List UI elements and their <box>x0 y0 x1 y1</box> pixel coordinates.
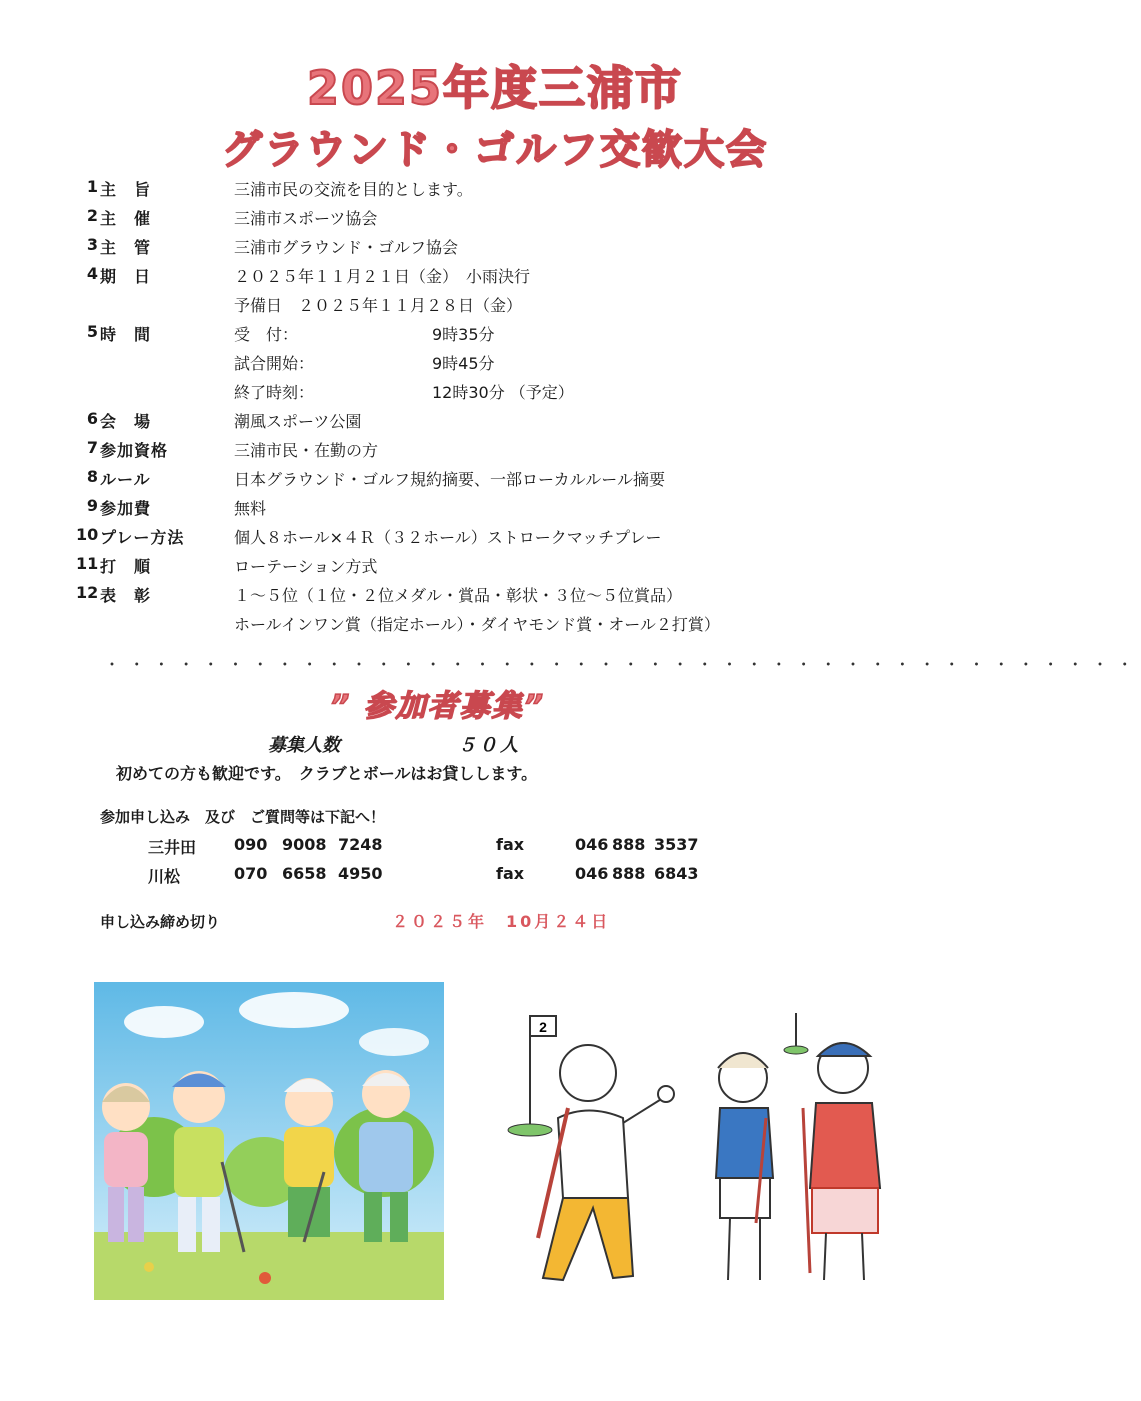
item-label: ルール <box>100 470 151 489</box>
cloud <box>359 1028 429 1056</box>
item-number: 11 <box>76 554 99 573</box>
item-number: 9 <box>86 496 98 515</box>
item-label: 会 場 <box>100 412 152 431</box>
item-value: 無料 <box>234 499 267 518</box>
item-number: 7 <box>86 438 98 457</box>
item-value: 三浦市グラウンド・ゴルフ協会 <box>234 238 459 257</box>
players-line-drawing <box>498 1008 898 1293</box>
time-value: 9時35分 <box>432 325 495 344</box>
time-label: 受 付： <box>234 325 299 344</box>
item-value: ホールインワン賞（指定ホール）・ダイヤモンド賞・オール２打賞） <box>234 615 720 634</box>
woman-player <box>716 1053 773 1280</box>
man-with-club <box>538 1045 674 1280</box>
ground-golf-players-illustration <box>94 982 444 1300</box>
item-value: 三浦市スポーツ協会 <box>234 209 378 228</box>
item-label: 主 管 <box>100 238 152 257</box>
recruit-count-label: 募集人数 <box>268 735 340 756</box>
item-value: 潮風スポーツ公園 <box>234 412 362 431</box>
item-number: 3 <box>86 235 98 254</box>
item-label: 参加費 <box>100 499 152 518</box>
item-value: 個人８ホール×４Ｒ（３２ホール）ストロークマッチプレー <box>234 528 662 547</box>
svg-text:2: 2 <box>539 1019 547 1035</box>
deadline-date: ２０２５年 10月２４日 <box>392 912 611 931</box>
contact-name: 三井田 <box>148 838 197 857</box>
time-value: 12時30分 （予定） <box>432 383 574 402</box>
time-label: 試合開始： <box>234 354 315 373</box>
recruit-count: ５０人 <box>458 735 521 756</box>
item-number: 1 <box>86 177 98 196</box>
item-number: 8 <box>86 467 98 486</box>
item-value: １～５位（１位・２位メダル・賞品・彰状・３位～５位賞品） <box>234 586 683 605</box>
item-label: 表 彰 <box>100 586 152 605</box>
cloud <box>124 1006 204 1038</box>
contact-phone-part: 4950 <box>338 864 383 883</box>
item-label: 時 間 <box>100 325 152 344</box>
contact-fax-part: 046 <box>575 864 609 883</box>
contact-fax-part: 3537 <box>654 835 699 854</box>
man-player <box>803 1043 880 1280</box>
fax-label: fax <box>496 864 525 883</box>
hole-flag-left <box>508 1016 556 1136</box>
contact-fax-part: 888 <box>612 835 646 854</box>
welcome-text: 初めての方も歓迎です。 クラブとボールはお貸しします。 <box>116 764 538 783</box>
title-line-1: 2025年度三浦市 <box>306 61 684 115</box>
item-label: 参加資格 <box>100 441 169 460</box>
hole-flag-right <box>784 1013 808 1054</box>
item-number: 4 <box>86 264 98 283</box>
item-number: 12 <box>76 583 99 602</box>
item-number: 2 <box>86 206 98 225</box>
contact-phone-part: 9008 <box>282 835 327 854</box>
contact-fax-part: 6843 <box>654 864 699 883</box>
contact-fax-part: 046 <box>575 835 609 854</box>
item-label: 打 順 <box>100 557 152 576</box>
contact-phone-part: 070 <box>234 864 268 883</box>
item-value: 日本グラウンド・ゴルフ規約摘要、一部ローカルルール摘要 <box>234 470 665 489</box>
item-value: ２０２５年１１月２１日（金） 小雨決行 <box>234 267 531 286</box>
contact-phone-part: 6658 <box>282 864 327 883</box>
item-value: ローテーション方式 <box>234 557 378 576</box>
contact-heading: 参加申し込み 及び ご質問等は下記へ！ <box>100 808 386 826</box>
cloud <box>239 992 349 1028</box>
fax-label: fax <box>496 835 525 854</box>
ball <box>259 1272 271 1284</box>
item-label: 期 日 <box>100 267 152 286</box>
time-value: 9時45分 <box>432 354 495 373</box>
item-label: 主 催 <box>100 209 152 228</box>
recruit-heading: ” 参加者募集” <box>330 689 546 724</box>
player-3 <box>284 1078 334 1242</box>
item-number: 5 <box>86 322 98 341</box>
deadline-label: 申し込み締め切り <box>100 913 221 931</box>
item-label: プレー方法 <box>100 528 185 547</box>
contact-phone-part: 7248 <box>338 835 383 854</box>
item-label: 主 旨 <box>100 180 152 199</box>
item-value: 三浦市民の交流を目的とします。 <box>234 180 473 199</box>
contact-phone-part: 090 <box>234 835 268 854</box>
dotted-divider: ・・・・・・・・・・・・・・・・・・・・・・・・・・・・・・・・・・・・・・・・・・ <box>104 655 1141 674</box>
title-line-2: グラウンド・ゴルフ交歓大会 <box>222 127 768 173</box>
contact-fax-part: 888 <box>612 864 646 883</box>
time-label: 終了時刻： <box>234 383 315 402</box>
item-value: 三浦市民・在勤の方 <box>234 441 379 460</box>
item-value: 予備日 ２０２５年１１月２８日（金） <box>234 296 523 315</box>
item-number: 6 <box>86 409 98 428</box>
contact-name: 川松 <box>148 867 181 886</box>
ball <box>144 1262 154 1272</box>
item-number: 10 <box>76 525 99 544</box>
